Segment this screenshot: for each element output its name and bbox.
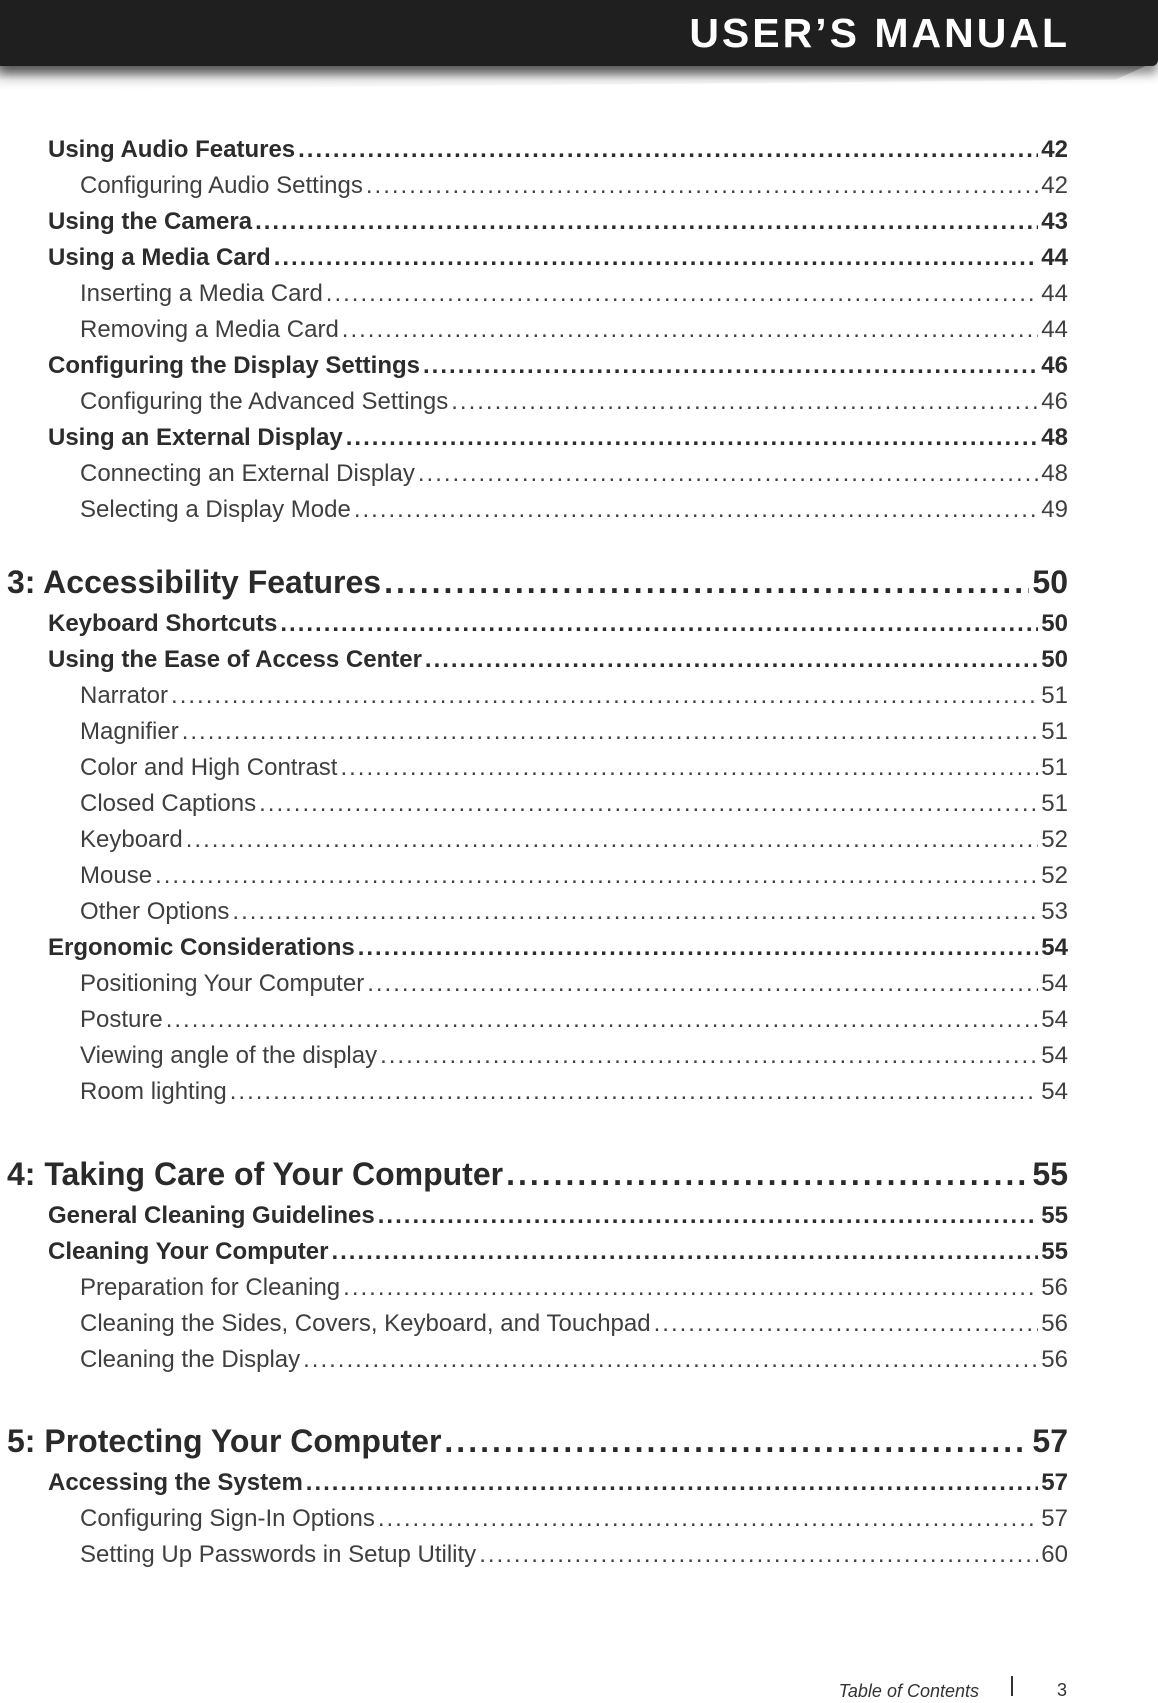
toc-entry-page: 44: [1041, 316, 1068, 343]
toc-subsection-entry: [80, 898, 1068, 926]
toc-entry-page: 60: [1041, 1541, 1068, 1568]
page-number: 3: [1056, 1680, 1067, 1700]
dot-leader: [354, 496, 1038, 524]
toc-entry-title: Keyboard Shortcuts: [48, 610, 278, 637]
toc-entry-title: Color and High Contrast: [80, 754, 338, 781]
toc-entry-page: 57: [1041, 1469, 1068, 1496]
toc-entry-title: Room lighting: [80, 1078, 227, 1105]
toc-entry-page: 46: [1041, 352, 1068, 379]
dot-leader: [444, 1423, 1029, 1460]
toc-subsection-entry: [80, 790, 1068, 818]
toc-entry-title: General Cleaning Guidelines: [48, 1202, 375, 1229]
toc-entry-title: Inserting a Media Card: [80, 280, 323, 307]
toc-entry-title: Cleaning the Display: [80, 1346, 301, 1373]
dot-leader: [423, 352, 1038, 380]
toc-entry-page: 50: [1032, 564, 1068, 600]
dot-leader: [340, 754, 1038, 782]
toc-entry-page: 48: [1041, 424, 1068, 451]
toc-entry-page: 49: [1041, 496, 1068, 523]
toc-entry-title: Connecting an External Display: [80, 460, 415, 487]
dot-leader: [451, 388, 1038, 416]
toc-entry-page: 48: [1041, 460, 1068, 487]
dot-leader: [298, 136, 1038, 164]
toc-entry-page: 51: [1041, 754, 1068, 781]
toc-subsection-entry: [80, 1274, 1068, 1302]
toc-entry-title: Closed Captions: [80, 790, 257, 817]
toc-section-entry: [48, 136, 1068, 164]
dot-leader: [366, 172, 1038, 200]
toc-section-entry: [48, 424, 1068, 452]
toc-subsection-entry: [80, 1078, 1068, 1106]
toc-entry-page: 44: [1041, 280, 1068, 307]
toc-entry-title: Selecting a Display Mode: [80, 496, 351, 523]
toc-entry-page: 53: [1041, 898, 1068, 925]
toc-entry-page: 42: [1041, 172, 1068, 199]
toc-section-entry: [48, 1202, 1068, 1230]
toc-subsection-entry: [80, 496, 1068, 524]
toc-entry-page: 54: [1041, 1078, 1068, 1105]
dot-leader: [418, 460, 1038, 488]
toc-subsection-entry: [80, 280, 1068, 308]
toc-subsection-entry: [80, 1310, 1068, 1338]
toc-subsection-entry: [80, 316, 1068, 344]
toc-entry-title: Other Options: [80, 898, 230, 925]
toc-entry-page: 51: [1041, 682, 1068, 709]
toc-entry-page: 50: [1041, 646, 1068, 673]
dot-leader: [380, 1042, 1038, 1070]
dot-leader: [479, 1541, 1038, 1569]
dot-leader: [343, 1274, 1038, 1302]
toc-chapter-entry: [7, 1423, 1068, 1460]
toc-entry-page: 56: [1041, 1346, 1068, 1373]
footer-label: Table of Contents: [838, 1681, 979, 1701]
toc-section-entry: [48, 1238, 1068, 1266]
toc-subsection-entry: [80, 172, 1068, 200]
dot-leader: [346, 424, 1039, 452]
dot-leader: [182, 718, 1039, 746]
toc-entry-title: Cleaning Your Computer: [48, 1238, 329, 1265]
toc-subsection-entry: [80, 460, 1068, 488]
toc-entry-page: 54: [1041, 934, 1068, 961]
dot-leader: [306, 1469, 1039, 1497]
dot-leader: [367, 970, 1038, 998]
toc-entry-title: Configuring the Advanced Settings: [80, 388, 449, 415]
toc-section-entry: [48, 646, 1068, 674]
toc-entry-title: Cleaning the Sides, Covers, Keyboard, and Touchpad: [80, 1310, 651, 1337]
toc-entry-title: Using the Ease of Access Center: [48, 646, 422, 673]
toc-entry-title: Using a Media Card: [48, 244, 271, 271]
toc-subsection-entry: [80, 826, 1068, 854]
toc-entry-page: 54: [1041, 1042, 1068, 1069]
toc-subsection-entry: [80, 1346, 1068, 1374]
toc-subsection-entry: [80, 1006, 1068, 1034]
toc-entry-page: 55: [1032, 1156, 1068, 1192]
toc-entry-page: 51: [1041, 718, 1068, 745]
toc-entry-title: 5: Protecting Your Computer: [7, 1423, 442, 1459]
toc-subsection-entry: [80, 388, 1068, 416]
dot-leader: [259, 790, 1038, 818]
toc-entry-page: 56: [1041, 1274, 1068, 1301]
header-band: [0, 0, 1158, 66]
dot-leader: [654, 1310, 1039, 1338]
dot-leader: [186, 826, 1039, 854]
toc-entry-page: 44: [1041, 244, 1068, 271]
dot-leader: [506, 1156, 1029, 1193]
dot-leader: [166, 1006, 1039, 1034]
dot-leader: [378, 1202, 1039, 1230]
toc-section-entry: [48, 208, 1068, 236]
header-shadow: [0, 64, 1150, 90]
toc-entry-page: 46: [1041, 388, 1068, 415]
toc-entry-title: Keyboard: [80, 826, 183, 853]
toc-subsection-entry: [80, 718, 1068, 746]
toc-entry-title: Ergonomic Considerations: [48, 934, 355, 961]
toc-entry-title: 4: Taking Care of Your Computer: [7, 1156, 504, 1192]
toc-entry-page: 57: [1032, 1423, 1068, 1459]
page-footer: [0, 1680, 1158, 1703]
toc-entry-title: Configuring Sign-In Options: [80, 1505, 375, 1532]
dot-leader: [378, 1505, 1038, 1533]
toc-entry-title: Narrator: [80, 682, 169, 709]
toc-entry-page: 50: [1041, 610, 1068, 637]
toc-entry-page: 57: [1041, 1505, 1068, 1532]
toc-subsection-entry: [80, 862, 1068, 890]
toc-subsection-entry: [80, 754, 1068, 782]
toc-subsection-entry: [80, 1505, 1068, 1533]
toc-entry-title: Removing a Media Card: [80, 316, 339, 343]
dot-leader: [232, 898, 1038, 926]
toc-entry-title: Posture: [80, 1006, 163, 1033]
toc-section-entry: [48, 934, 1068, 962]
dot-leader: [255, 208, 1038, 236]
toc-entry-page: 51: [1041, 790, 1068, 817]
toc-entry-title: Using an External Display: [48, 424, 343, 451]
toc-section-entry: [48, 1469, 1068, 1497]
manual-title: USER’S MANUAL: [689, 10, 1070, 56]
toc-subsection-entry: [80, 682, 1068, 710]
dot-leader: [230, 1078, 1039, 1106]
toc-entry-title: Preparation for Cleaning: [80, 1274, 341, 1301]
dot-leader: [342, 316, 1039, 344]
toc-entry-page: 55: [1041, 1202, 1068, 1229]
toc-entry-title: Mouse: [80, 862, 153, 889]
toc-entry-page: 54: [1041, 970, 1068, 997]
toc-entry-title: Accessing the System: [48, 1469, 303, 1496]
dot-leader: [303, 1346, 1038, 1374]
toc-section-entry: [48, 352, 1068, 380]
toc-subsection-entry: [80, 1541, 1068, 1569]
dot-leader: [280, 610, 1038, 638]
toc-subsection-entry: [80, 1042, 1068, 1070]
toc-entry-title: Using the Camera: [48, 208, 253, 235]
toc-section-entry: [48, 610, 1068, 638]
toc-entry-page: 52: [1041, 826, 1068, 853]
dot-leader: [331, 1238, 1038, 1266]
toc-entry-title: Magnifier: [80, 718, 179, 745]
toc-chapter-entry: [7, 564, 1068, 601]
toc-subsection-entry: [80, 970, 1068, 998]
dot-leader: [326, 280, 1039, 308]
toc-entry-title: Setting Up Passwords in Setup Utility: [80, 1541, 477, 1568]
dot-leader: [358, 934, 1039, 962]
toc-entry-page: 42: [1041, 136, 1068, 163]
toc-chapter-entry: [7, 1156, 1068, 1193]
toc-entry-page: 56: [1041, 1310, 1068, 1337]
footer-separator: [1011, 1676, 1013, 1696]
toc-entry-page: 43: [1041, 208, 1068, 235]
toc-entry-title: Positioning Your Computer: [80, 970, 365, 997]
toc-section-entry: [48, 244, 1068, 272]
toc-entry-title: Viewing angle of the display: [80, 1042, 378, 1069]
dot-leader: [155, 862, 1038, 890]
dot-leader: [171, 682, 1038, 710]
dot-leader: [384, 564, 1029, 601]
toc-entry-title: Using Audio Features: [48, 136, 296, 163]
toc-entry-page: 52: [1041, 862, 1068, 889]
toc-entry-title: Configuring Audio Settings: [80, 172, 363, 199]
toc-entry-page: 55: [1041, 1238, 1068, 1265]
dot-leader: [274, 244, 1039, 272]
toc-entry-title: Configuring the Display Settings: [48, 352, 421, 379]
dot-leader: [425, 646, 1038, 674]
toc-entry-title: 3: Accessibility Features: [7, 564, 382, 600]
toc-entry-page: 54: [1041, 1006, 1068, 1033]
